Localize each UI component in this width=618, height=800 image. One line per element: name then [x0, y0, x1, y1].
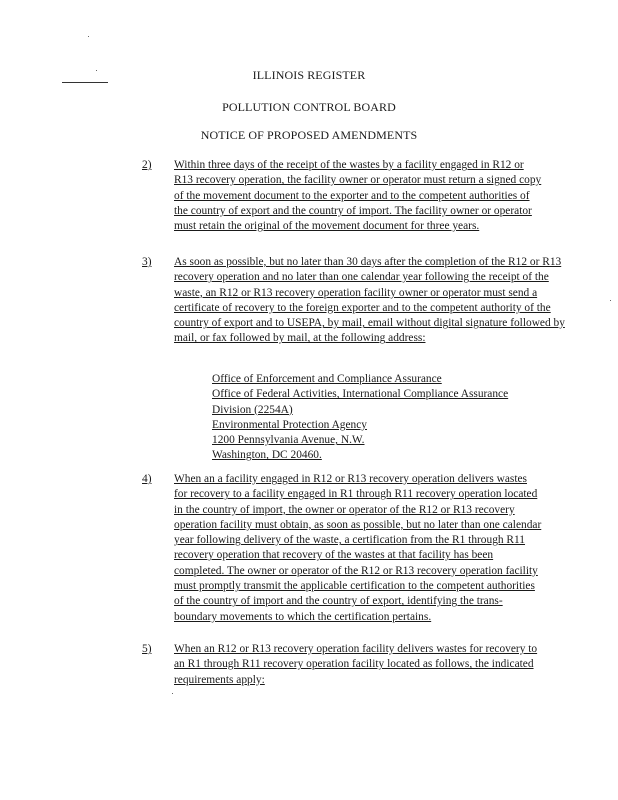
scan-speck — [610, 300, 611, 301]
address-line: Environmental Protection Agency — [212, 418, 368, 431]
address-line: Office of Enforcement and Compliance Assurance — [212, 373, 442, 385]
paragraph-text: Within three days of the receipt of the wastes by a facility engaged in R12 or R13 recovery operation, the facility owner or operator must return a signed copy of the movement document to the exporter and to the competent authorities of the country of export and the country of import. The facility owner or operator must retain the original of the movement document for three years. — [174, 159, 542, 233]
usepa-address — [212, 372, 542, 464]
address-line: Division (2254A) — [212, 403, 293, 416]
paragraph-number: 4) — [142, 473, 152, 485]
register-title: ILLINOIS REGISTER — [252, 68, 366, 82]
scan-speck — [88, 36, 89, 37]
address-line: Office of Federal Activities, International Compliance Assurance — [212, 388, 509, 401]
notice-title: NOTICE OF PROPOSED AMENDMENTS — [200, 128, 418, 142]
paragraph-text: When an a facility engaged in R12 or R13 recovery operation delivers wastes for recovery to a facility engaged in R1 through R11 recovery operation located in the country of import, the owner or operator of the R12 or R13 recovery operation facility must obtain, as soon as possible, but no later than one calendar year following delivery of the waste, a certification from the R1 through R11 recovery operation that recovery of the wastes at that facility has been completed. The owner or operator of the R12 or R13 recovery operation facility must promptly transmit the applicable certification to the competent authorities of the country of import and the country of export, identifying the trans-boundary movements to which the certification pertains. — [174, 473, 542, 623]
address-line: 1200 Pennsylvania Avenue, N.W. — [212, 434, 365, 447]
scan-speck — [172, 693, 173, 694]
paragraph-number: 3) — [142, 256, 152, 268]
address-line: Washington, DC 20460. — [212, 449, 322, 462]
paragraph-number: 2) — [142, 159, 152, 171]
board-title: POLLUTION CONTROL BOARD — [222, 100, 396, 114]
paragraph-text — [174, 642, 542, 688]
paragraph-text-underlined: When an R12 or R13 recovery operation facility delivers wastes for recovery to an R1 through R11 recovery operation facility located as follows, the indicated requirements apply: — [174, 643, 538, 686]
paragraph-text: As soon as possible, but no later than 30 days after the completion of the R12 or R13 recovery operation and no later than one calendar year following the receipt of the waste, an R12 or R13 recovery operation facility owner or operator must send a certificate of recovery to the foreign exporter and to the competent authority of the country of export and to USEPA, by mail, email without digital signature followed by mail, or fax followed by mail, at the following address: — [174, 256, 565, 345]
paragraph-number: 5) — [142, 643, 152, 655]
